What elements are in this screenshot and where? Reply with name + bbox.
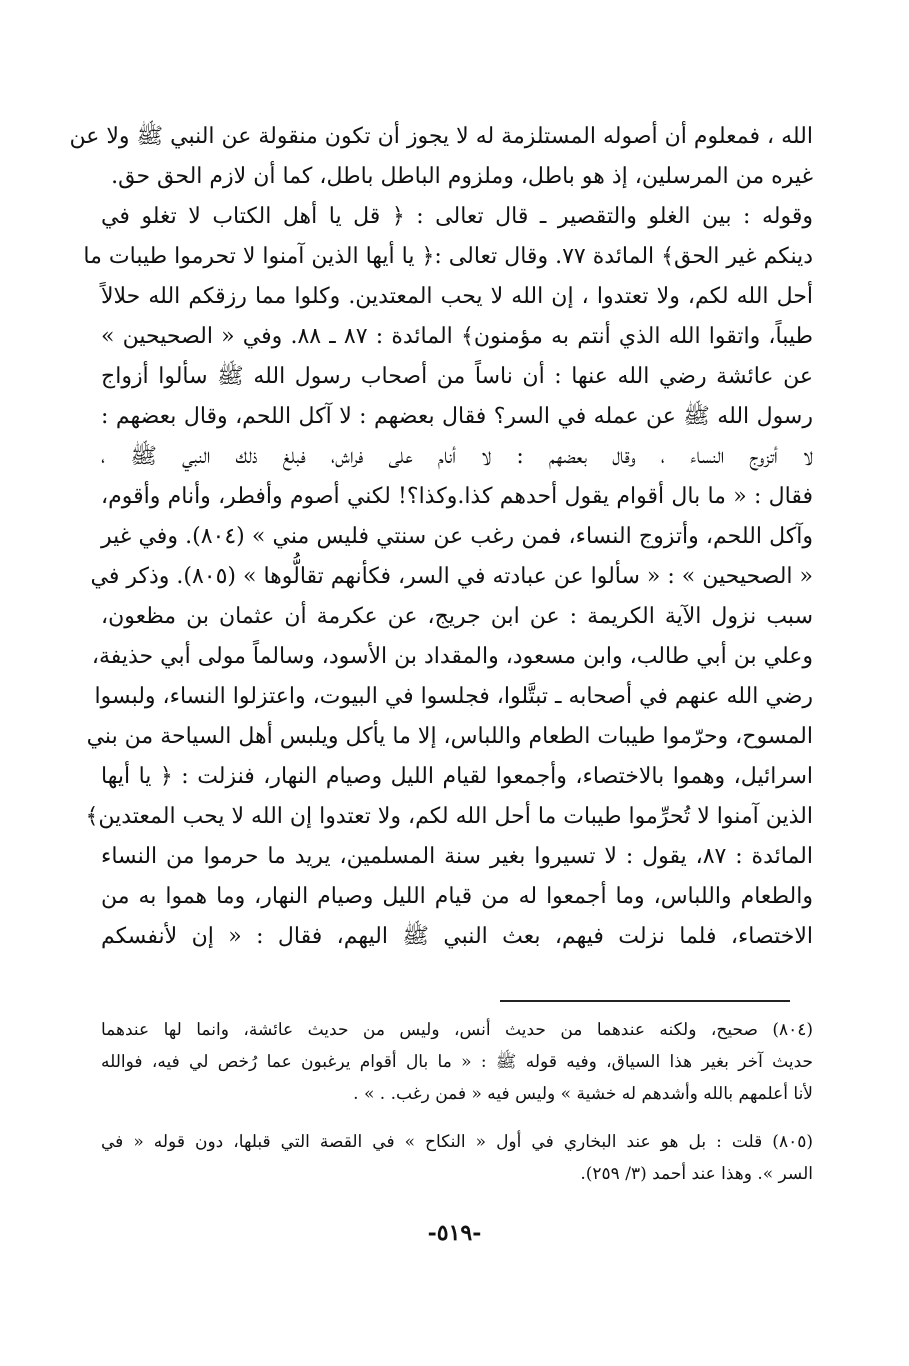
footnote-line: (٨٠٥) قلت : بل هو عند البخاري في أول « النكاح » في القصة التي قبلها، دون قوله « في — [101, 1132, 813, 1152]
footnote-line: حديث آخر بغير هذا السياق، وفيه قوله ﷺ : « ما بال أقوام يرغبون عما رُخص لي فيه، فوالله — [101, 1052, 813, 1072]
body-line: أحل الله لكم، ولا تعتدوا ، إن الله لا يحب المعتدين. وكلوا مما رزقكم الله حلالاً — [101, 284, 813, 309]
body-line: رضي الله عنهم في أصحابه ـ تبتَّلوا، فجلسوا في البيوت، واعتزلوا النساء، ولبسوا — [94, 684, 813, 709]
body-line: رسول الله ﷺ عن عمله في السر؟ فقال بعضهم : لا آكل اللحم، وقال بعضهم : — [101, 404, 813, 429]
body-line: فقال : « ما بال أقوام يقول أحدهم كذا.وكذا؟! لكني أصوم وأفطر، وأنام وأقوم، — [101, 484, 813, 509]
body-line: وقوله : بين الغلو والتقصير ـ قال تعالى : ﴿ قل يا أهل الكتاب لا تغلو في — [101, 204, 813, 229]
body-line: المائدة : ٨٧، يقول : لا تسيروا بغير سنة المسلمين، يريد ما حرموا من النساء — [101, 844, 813, 869]
body-line: طيباً، واتقوا الله الذي أنتم به مؤمنون﴾ المائدة : ٨٧ ـ ٨٨. وفي « الصحيحين » — [101, 324, 813, 349]
body-line: وعلي بن أبي طالب، وابن مسعود، والمقداد بن الأسود، وسالماً مولى أبي حذيفة، — [91, 644, 813, 669]
footnote-separator — [500, 1000, 790, 1002]
body-line: المسوح، وحرّموا طيبات الطعام واللباس، إلا ما يأكل ويلبس أهل السياحة من بني — [86, 724, 813, 749]
body-line: غيره من المرسلين، إذ هو باطل، وملزوم الباطل باطل، كما أن لازم الحق حق. — [111, 164, 813, 189]
body-line: الذين آمنوا لا تُحرِّموا طيبات ما أحل الله لكم، ولا تعتدوا إن الله لا يحب المعتدين﴾ — [85, 804, 813, 829]
body-line: لا أتزوج النساء ، وقال بعضهم : لا أنام على فراش، فبلغ ذلك النبي ﷺ ، — [101, 444, 813, 469]
body-line: « الصحيحين » : « سألوا عن عبادته في السر، فكأنهم تقالُّوها » (٨٠٥). وذكر في — [90, 564, 813, 589]
body-line: سبب نزول الآية الكريمة : عن ابن جريج، عن عكرمة أن عثمان بن مظعون، — [101, 604, 813, 629]
body-line: وآكل اللحم، وأتزوج النساء، فمن رغب عن سنتي فليس مني » (٨٠٤). وفي غير — [101, 524, 813, 549]
body-line: دينكم غير الحق﴾ المائدة ٧٧. وقال تعالى :﴿ يا أيها الذين آمنوا لا تحرموا طيبات ما — [83, 244, 813, 269]
footnote-line: السر ». وهذا عند أحمد (٣/ ٢٥٩). — [580, 1164, 813, 1184]
footnote-line: لأنا أعلمهم بالله وأشدهم له خشية » وليس فيه « فمن رغب. . » . — [353, 1084, 813, 1104]
body-line: الاختصاء، فلما نزلت فيهم، بعث النبي ﷺ اليهم، فقال : « إن لأنفسكم — [101, 924, 813, 949]
body-line: عن عائشة رضي الله عنها : أن ناساً من أصحاب رسول الله ﷺ سألوا أزواج — [101, 364, 813, 389]
body-line: اسرائيل، وهموا بالاختصاء، وأجمعوا لقيام الليل وصيام النهار، فنزلت : ﴿ يا أيها — [101, 764, 813, 789]
footnote-line: (٨٠٤) صحيح، ولكنه عندهما من حديث أنس، وليس من حديث عائشة، وانما لها عندهما — [101, 1020, 813, 1040]
body-line: والطعام واللباس، وما أجمعوا له من قيام الليل وصيام النهار، وما هموا به من — [101, 884, 813, 909]
body-line: الله ، فمعلوم أن أصوله المستلزمة له لا يجوز أن تكون منقولة عن النبي ﷺ ولا عن — [69, 124, 813, 149]
page-number: -٥١٩- — [427, 1220, 482, 1246]
